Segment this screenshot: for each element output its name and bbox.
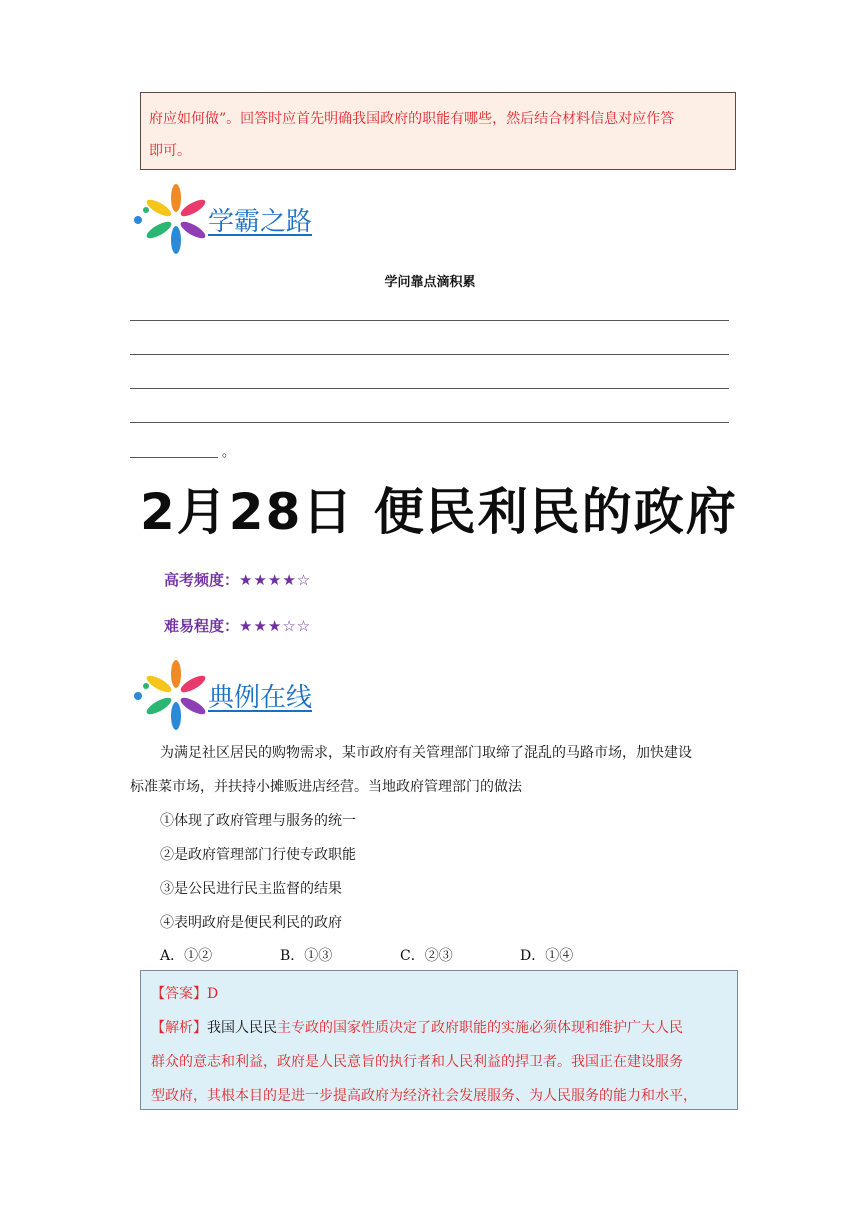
question-line-2: 标准菜市场，并扶持小摊贩进店经营。当地政府管理部门的做法: [130, 779, 522, 795]
question-item-4: ④表明政府是便民利民的政府: [160, 915, 342, 931]
section-subtitle: 学问靠点滴积累: [384, 275, 476, 290]
tip-line-2: 即可。: [149, 143, 191, 159]
section-header-xueba: [132, 180, 312, 258]
answer-line-4: [130, 422, 729, 423]
rating-frequency: [164, 569, 311, 590]
answer-line-end: 。: [222, 445, 236, 460]
answer-line-short: [130, 457, 218, 458]
option-a: A．①②: [160, 948, 213, 964]
question-item-3: ③是公民进行民主监督的结果: [160, 881, 342, 897]
analysis-row-3: 型政府，其根本目的是进一步提高政府为经济社会发展服务、为人民服务的能力和水平，: [151, 1088, 697, 1104]
page-title: 2月28日 便民利民的政府: [140, 483, 738, 541]
flower-logo-icon: [132, 656, 216, 734]
analysis-label: 【解析】: [151, 1020, 207, 1036]
rating-difficulty-label: 难易程度：: [164, 617, 240, 635]
option-b: B．①③: [280, 948, 333, 964]
answer-value: D: [207, 986, 219, 1002]
answer-line-2: [130, 354, 729, 355]
analysis-text-black: 我国人民民: [207, 1020, 277, 1036]
rating-difficulty: [164, 615, 311, 636]
rating-frequency-label: 高考频度：: [164, 571, 240, 589]
question-item-2: ②是政府管理部门行使专政职能: [160, 847, 356, 863]
tip-box: [140, 92, 736, 170]
option-c: C．②③: [400, 948, 453, 964]
section-header-dianli: [132, 656, 312, 734]
answer-row: [151, 977, 727, 1011]
tip-line-1: 府应如何做”。回答时应首先明确我国政府的职能有哪些，然后结合材料信息对应作答: [149, 111, 675, 127]
section-title-xueba: 学霸之路: [208, 206, 313, 237]
answer-line-3: [130, 388, 729, 389]
flower-logo-icon: [132, 180, 216, 258]
analysis-row-1: [151, 1011, 727, 1045]
star-rating-icon: ★★★★☆: [239, 571, 312, 589]
answer-label: 【答案】: [151, 986, 207, 1002]
question-item-1: ①体现了政府管理与服务的统一: [160, 813, 356, 829]
answer-box: [140, 970, 738, 1110]
analysis-text-red: 主专政的国家性质决定了政府职能的实施必须体现和维护广大人民: [277, 1020, 683, 1036]
star-rating-icon: ★★★☆☆: [239, 617, 312, 635]
answer-line-1: [130, 320, 729, 321]
question-line-1: 为满足社区居民的购物需求，某市政府有关管理部门取缔了混乱的马路市场，加快建设: [160, 745, 692, 761]
section-title-dianli: 典例在线: [208, 682, 313, 713]
option-d: D．①④: [520, 948, 574, 964]
analysis-row-2: 群众的意志和利益，政府是人民意旨的执行者和人民利益的捍卫者。我国正在建设服务: [151, 1054, 683, 1070]
answer-options: [160, 945, 720, 965]
